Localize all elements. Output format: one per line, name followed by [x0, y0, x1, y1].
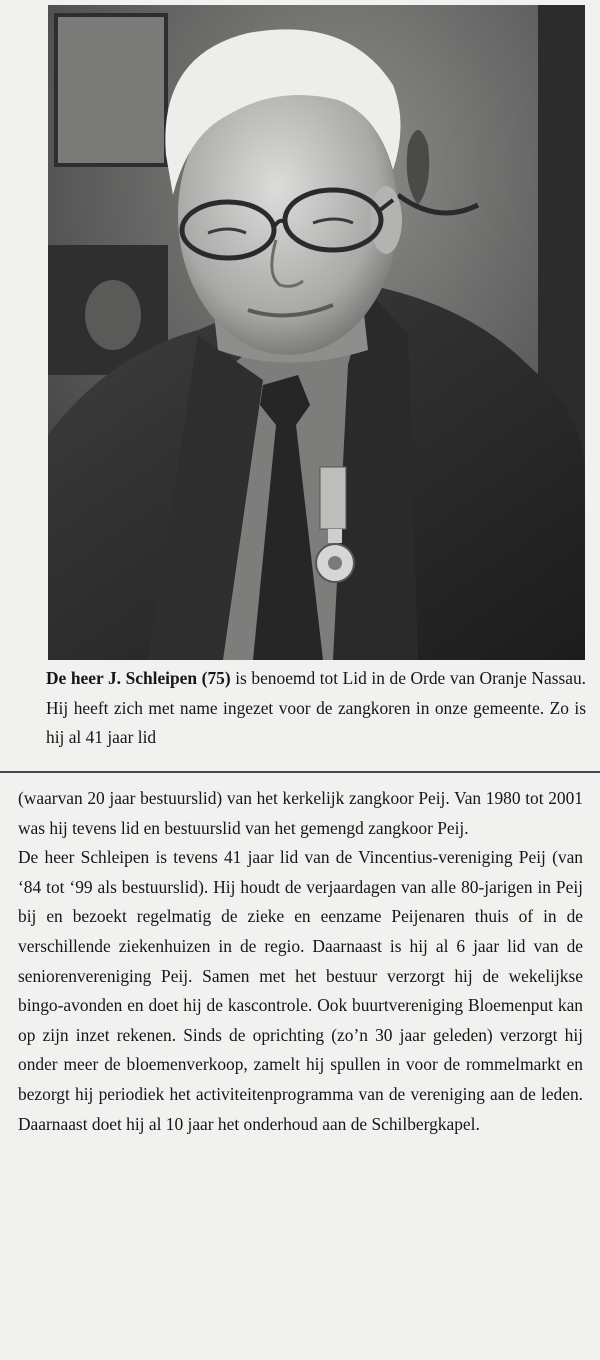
portrait-image: [48, 5, 585, 660]
clipping-cut-line: [0, 771, 600, 773]
article-body: [18, 784, 583, 1139]
article-paragraph: (waarvan 20 jaar bestuurslid) van het kerkelijk zangkoor Peij. Van 1980 tot 2001 was hij tevens lid en bestuurslid van het gemengd zangkoor Peij.: [18, 788, 583, 838]
article-paragraph: De heer Schleipen is tevens 41 jaar lid van de Vincentius-vereniging Peij (van ‘84 tot ‘99 als bestuurslid). Hij houdt de verjaardagen van alle 80-jarigen in Peij bij en bezoekt regelmatig de zieke en eenzame Peijenaren thuis of in de verschillende ziekenhuizen in de regio. Daarnaast is hij al 6 jaar lid van de seniorenvereniging Peij. Samen met het bestuur verzorgt hij de wekelijkse bingo-avonden en doet hij de kascontrole. Ook buurtvereniging Bloemenput kan op zijn inzet rekenen. Sinds de oprichting (zo’n 30 jaar geleden) verzorgt hij onder meer de bloemenverkoop, zamelt hij spullen in voor de rommelmarkt en bezorgt hij periodiek het activiteitenprogramma van de vereniging aan de leden. Daarnaast doet hij al 10 jaar het onderhoud aan de Schilbergkapel.: [18, 847, 583, 1134]
photo-caption: [46, 664, 586, 753]
caption-lead: De heer J. Schleipen (75): [46, 668, 231, 688]
caption-text: is benoemd tot Lid in de Orde van Oranje Nassau. Hij heeft zich met name ingezet voor de zangkoren in onze gemeente. Zo is hij al 41 jaar lid: [46, 668, 586, 747]
portrait-photo: [48, 5, 585, 660]
